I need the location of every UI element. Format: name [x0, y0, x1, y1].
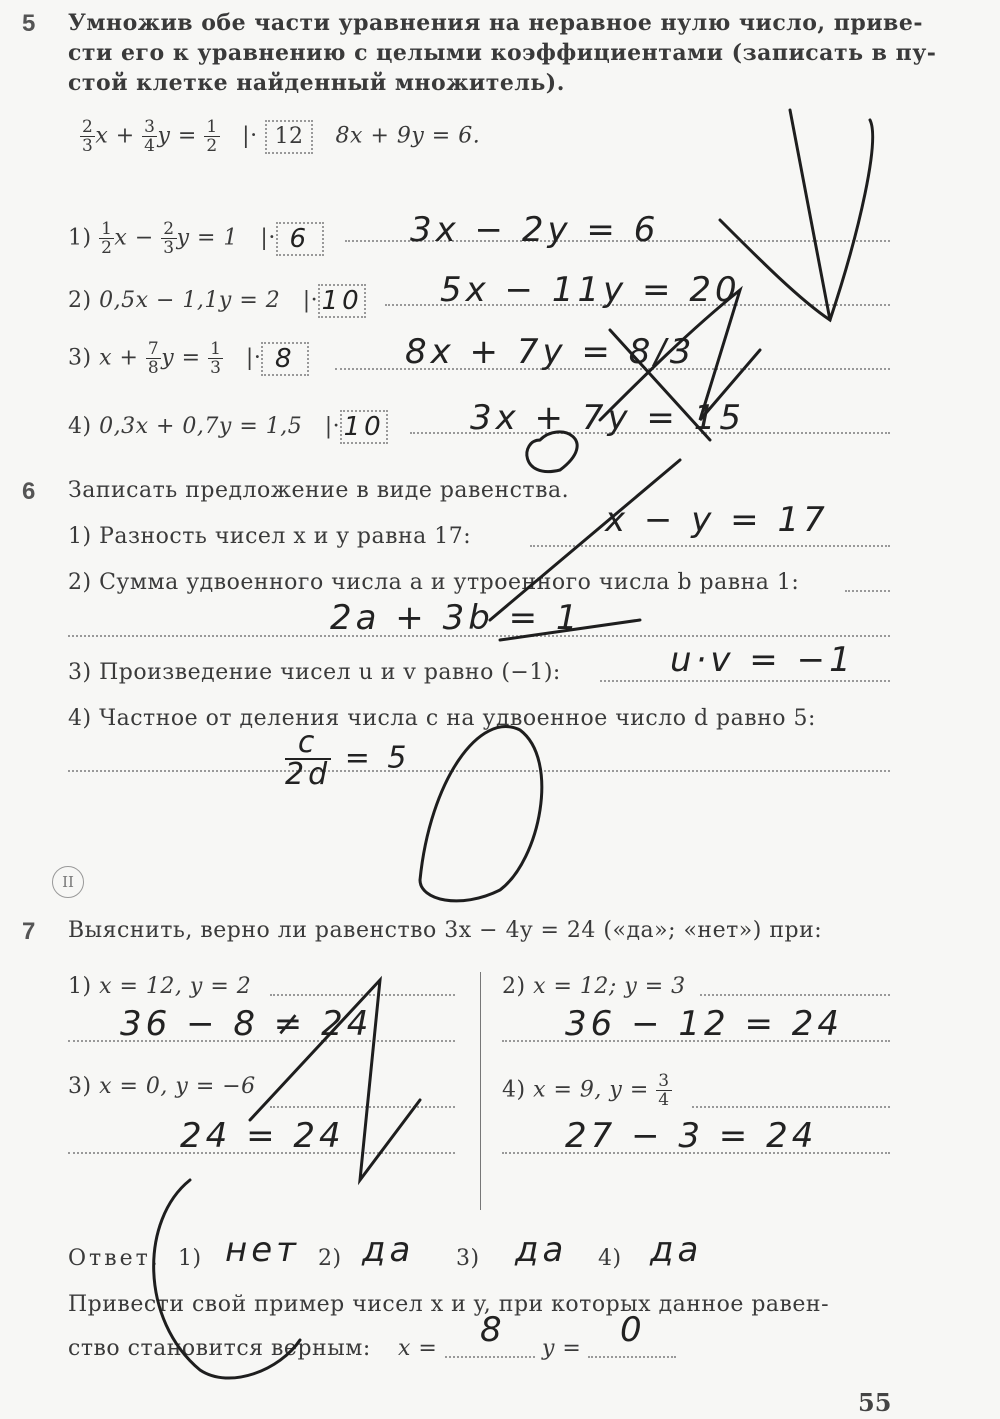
task-6-text: Записать предложение в виде равенства.	[68, 478, 570, 503]
handwritten-answer-7-2: 36 − 12 = 24	[565, 1004, 843, 1044]
answer-4-value: да	[650, 1230, 703, 1270]
t6-item-2: 2) Сумма удвоенного числа a и утроенного числа b равна 1:	[68, 570, 800, 595]
example-text-2: ство становится верным:	[68, 1336, 371, 1361]
task-7-number: 7	[22, 918, 36, 945]
handwritten-answer-4: 3x + 7y = 15	[470, 398, 745, 438]
t7-item-2: 2) x = 12; y = 3	[502, 974, 686, 999]
t7-item-4: 4) x = 9, y = $\frac{3}{4}$	[502, 1071, 670, 1110]
factor-box-1[interactable]: 6	[276, 222, 324, 256]
answer-2-label: 2)	[318, 1246, 342, 1271]
t5-item-3: 3) x + $\frac{7}{8}$ y = $\frac{1}{3}$ |· 8	[68, 340, 309, 377]
t6-item-4: 4) Частное от деления числа c на удвоенное число d равно 5:	[68, 706, 816, 731]
y-value: 0	[620, 1310, 646, 1350]
handwritten-answer-6-2: 2a + 3b = 1	[330, 598, 582, 638]
t5-item-4: 4) 0,3x + 0,7y = 1,5 |· 10	[68, 410, 388, 444]
handwritten-answer-6-4: $\frac{c}{2d}$ = 5	[285, 725, 411, 792]
task-5-line-2: сти его к уравнению с целыми коэффициентами (записать в пу-	[68, 40, 937, 66]
y-label: y =	[542, 1336, 582, 1361]
task-5-line-1: Умножив обе части уравнения на неравное нулю число, приве-	[68, 10, 923, 36]
t5-item-2: 2) 0,5x − 1,1y = 2 |· 10	[68, 284, 366, 318]
x-label: x =	[398, 1336, 438, 1361]
frac-r: $\frac{1}{2}$	[206, 117, 218, 156]
frac-b: $\frac{3}{4}$	[144, 117, 156, 156]
x-value: 8	[480, 1310, 506, 1350]
answer-3-value: да	[515, 1230, 568, 1270]
overlay-stroke-k	[600, 290, 760, 420]
handwritten-answer-3: 8x + 7y = 8/3	[405, 332, 696, 372]
t5-item-1: 1) $\frac{1}{2}$ x − $\frac{2}{3}$ y = 1 |· 6	[68, 220, 324, 257]
task-6-number: 6	[22, 478, 36, 505]
t7-item-1: 1) x = 12, y = 2	[68, 974, 252, 999]
page-number: 55	[858, 1388, 892, 1417]
t7-item-3: 3) x = 0, y = −6	[68, 1074, 256, 1099]
overlay-stroke-c3	[154, 1180, 300, 1378]
factor-box-4[interactable]: 10	[340, 410, 388, 444]
overlay-stroke-c2	[790, 110, 830, 320]
handwritten-answer-2: 5x − 11y = 20	[440, 270, 741, 310]
answer-1-label: 1)	[178, 1246, 202, 1271]
overlay-stroke-o	[527, 432, 577, 472]
factor-box[interactable]: 12	[265, 120, 313, 154]
handwritten-answer-7-1: 36 − 8 ≠ 24	[120, 1004, 373, 1044]
overlay-stroke-i2	[500, 620, 640, 640]
task-5-number: 5	[22, 10, 36, 37]
handwritten-answer-6-1: x − y = 17	[605, 500, 829, 540]
handwritten-answer-1: 3x − 2y = 6	[410, 210, 660, 250]
overlay-stroke-o2	[420, 727, 542, 901]
level-marker: II	[52, 866, 84, 898]
handwritten-answer-7-3: 24 = 24	[180, 1116, 345, 1156]
example-text-1: Привести свой пример чисел x и y, при которых данное равен-	[68, 1292, 830, 1317]
answer-label: Ответ.	[68, 1246, 161, 1271]
t6-item-1: 1) Разность чисел x и y равна 17:	[68, 524, 472, 549]
answer-1-value: нет	[225, 1230, 300, 1270]
handwritten-answer-6-3: u·v = −1	[670, 640, 855, 680]
frac-a: $\frac{2}{3}$	[82, 117, 94, 156]
factor-box-2[interactable]: 10	[318, 284, 366, 318]
task-5-example: $\frac{2}{3}$ x + $\frac{3}{4}$ y = $\frac{1}{2}$ |· 12 8x + 9y = 6.	[82, 117, 481, 156]
overlay-stroke-k2	[610, 330, 710, 440]
factor-box-3[interactable]: 8	[261, 342, 309, 376]
handwritten-answer-7-4: 27 − 3 = 24	[565, 1116, 818, 1156]
answer-4-label: 4)	[598, 1246, 622, 1271]
task-5-line-3: стой клетке найденный множитель).	[68, 70, 565, 96]
overlay-stroke-m	[250, 980, 420, 1180]
answer-3-label: 3)	[456, 1246, 480, 1271]
overlay-stroke-i1	[490, 460, 680, 620]
t6-item-3: 3) Произведение чисел u и v равно (−1):	[68, 660, 561, 685]
answer-2-value: да	[362, 1230, 415, 1270]
example-result: 8x + 9y = 6.	[335, 123, 481, 149]
task-7-text: Выяснить, верно ли равенство 3x − 4y = 24 («да»; «нет») при:	[68, 918, 823, 943]
